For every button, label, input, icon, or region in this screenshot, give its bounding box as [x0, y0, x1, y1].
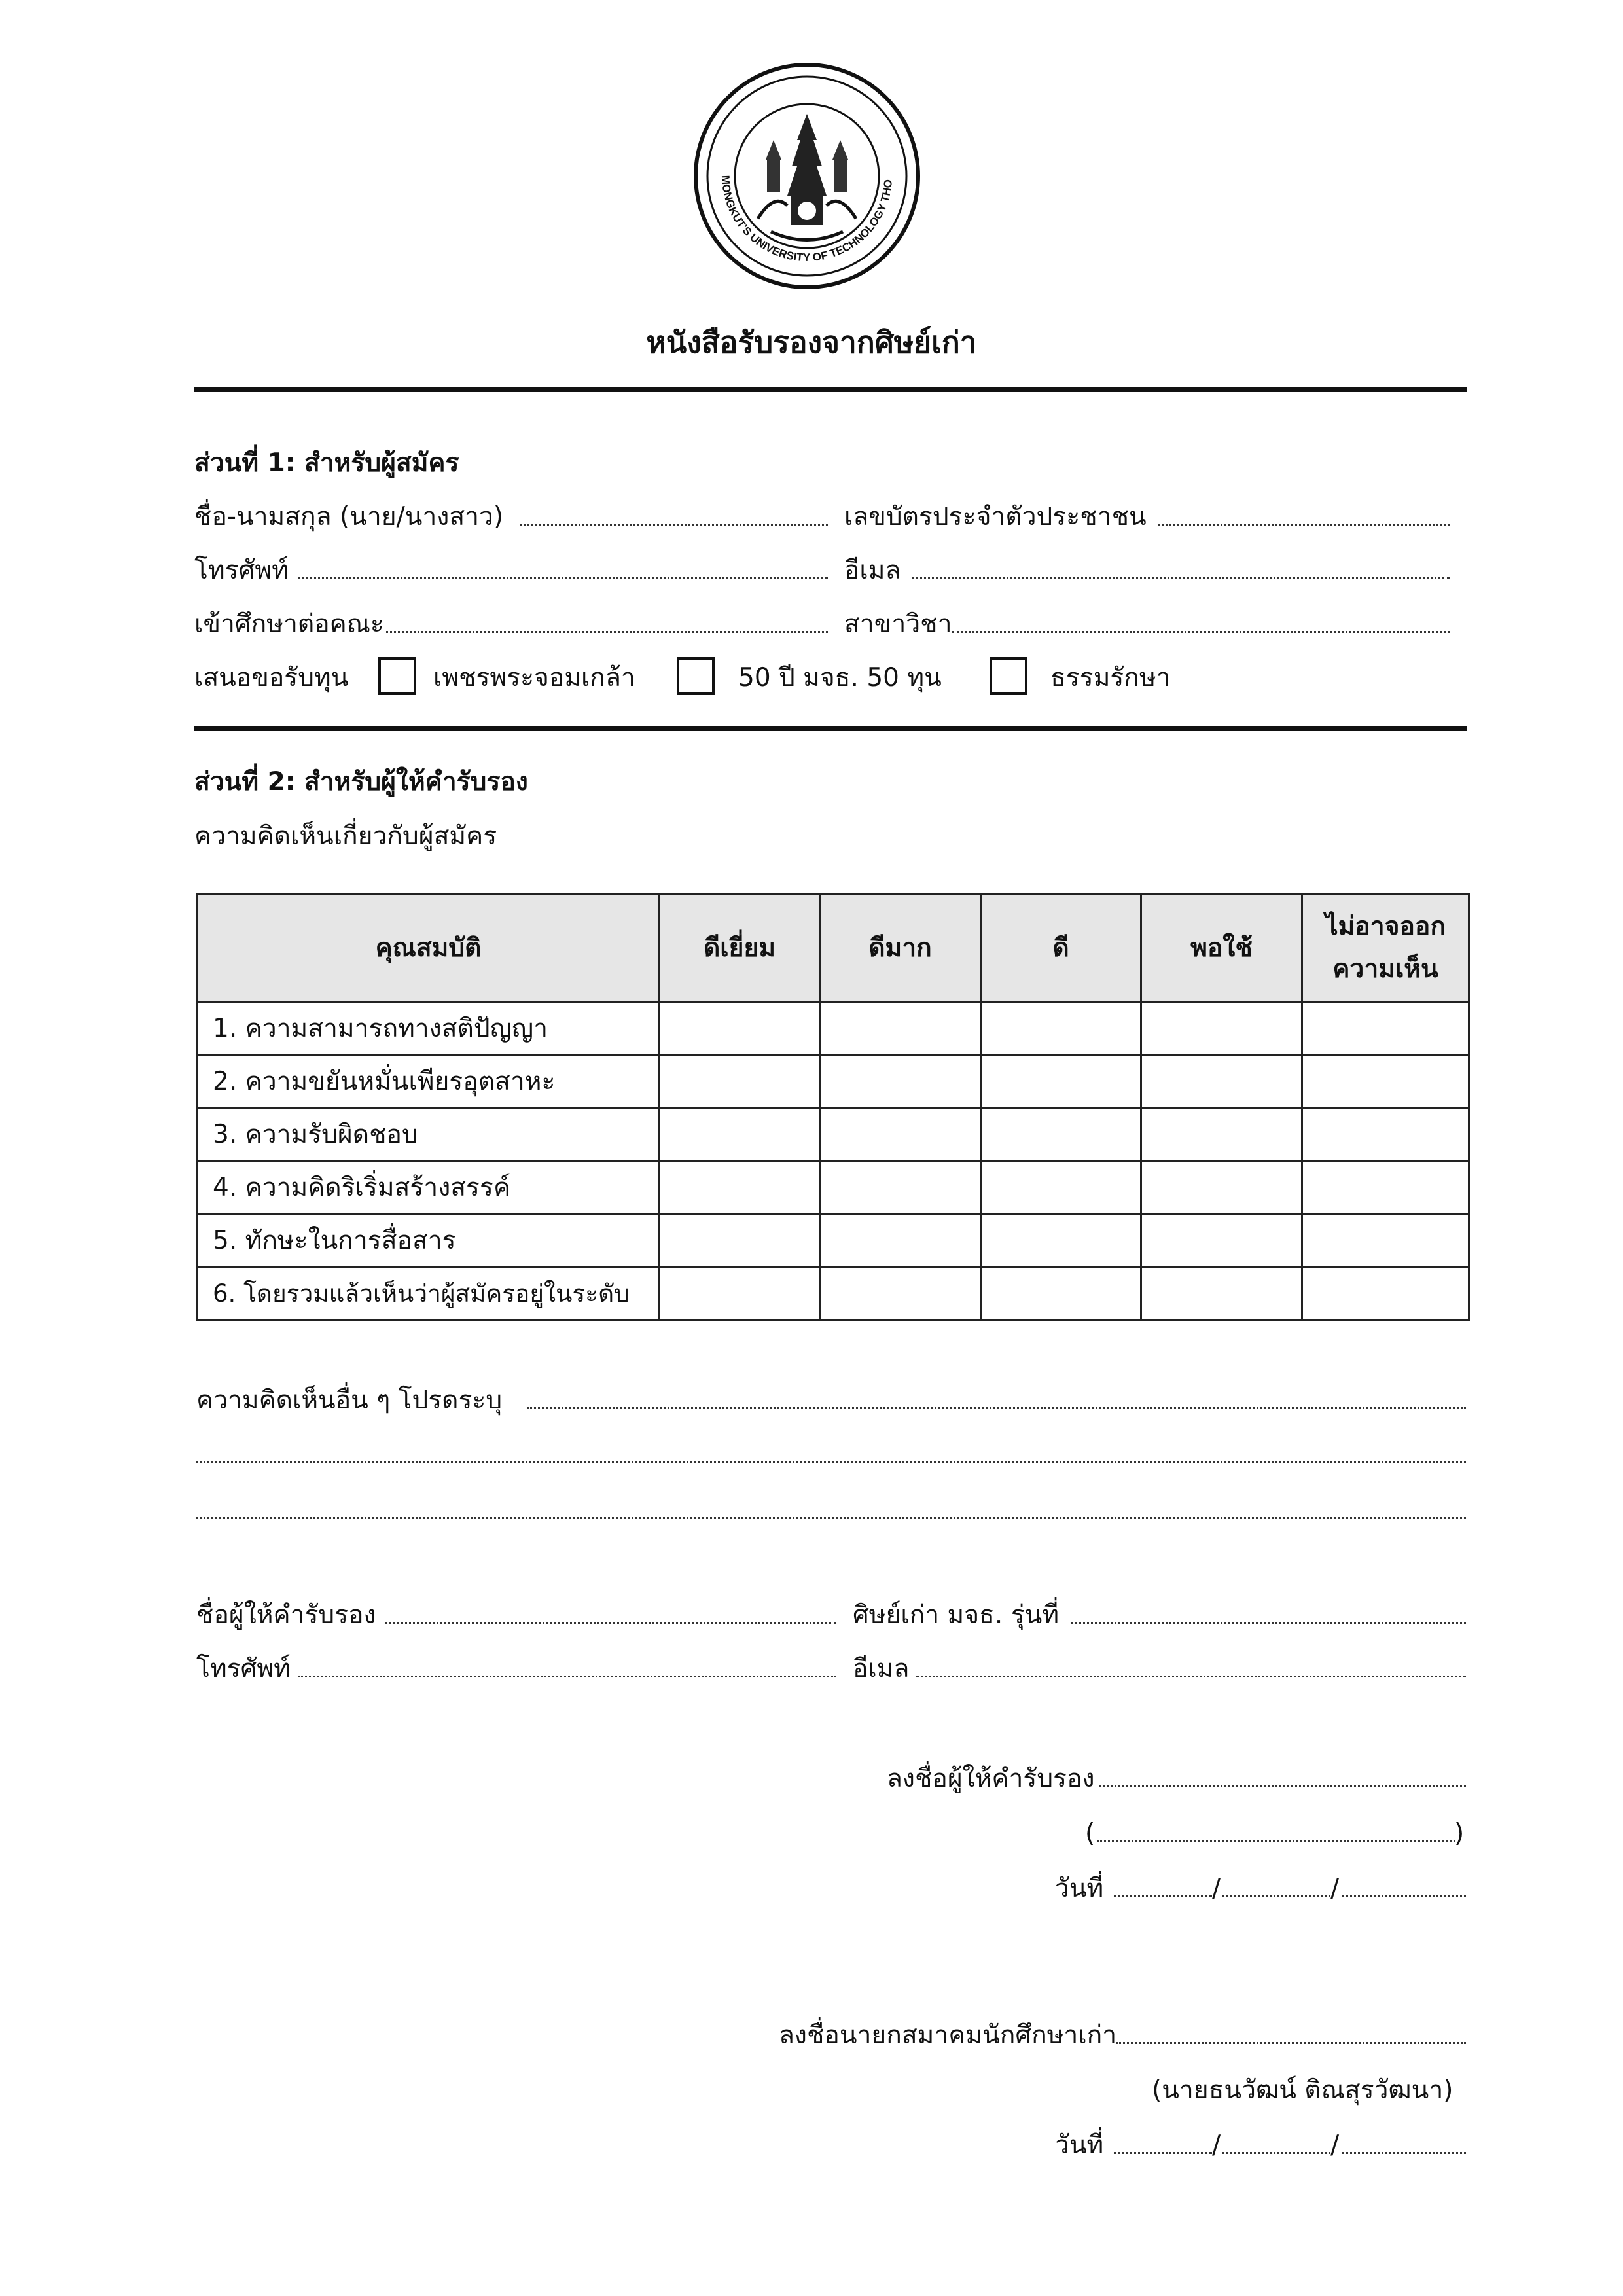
applicant-email-label: อีเมล — [844, 556, 901, 585]
referee-paren-close: ) — [1454, 1819, 1465, 1848]
rating-cell[interactable] — [1141, 1056, 1302, 1109]
other-comments-label: ความคิดเห็นอื่น ๆ โปรดระบุ — [196, 1386, 503, 1415]
criteria-label: 4. ความคิดริเริ่มสร้างสรรค์ — [198, 1162, 660, 1215]
header-criteria: คุณสมบัติ — [198, 895, 660, 1003]
president-sign-label: ลงชื่อนายกสมาคมนักศึกษาเก่า — [779, 2020, 1117, 2050]
table-row — [198, 1056, 1469, 1109]
referee-date-month[interactable] — [1222, 1895, 1330, 1897]
referee-date-label: วันที่ — [1055, 1874, 1104, 1903]
criteria-table — [196, 893, 1470, 1321]
national-id-label: เลขบัตรประจำตัวประชาชน — [844, 502, 1147, 531]
rating-cell[interactable] — [981, 1056, 1141, 1109]
header-excellent: ดีเยี่ยม — [660, 895, 820, 1003]
rating-cell[interactable] — [660, 1268, 820, 1321]
referee-signature-field[interactable] — [1099, 1785, 1466, 1787]
president-date-month[interactable] — [1222, 2152, 1330, 2154]
rating-cell[interactable] — [1302, 1056, 1469, 1109]
rating-cell[interactable] — [820, 1056, 981, 1109]
part2-subheading: ความคิดเห็นเกี่ยวกับผู้สมัคร — [194, 821, 497, 851]
rating-cell[interactable] — [1141, 1003, 1302, 1056]
scholarship-checkbox-3[interactable] — [990, 657, 1027, 695]
rating-cell[interactable] — [820, 1109, 981, 1162]
rating-cell[interactable] — [1302, 1162, 1469, 1215]
referee-sign-label: ลงชื่อผู้ให้คำรับรอง — [887, 1764, 1095, 1793]
major-field[interactable] — [952, 631, 1450, 633]
president-date-day[interactable] — [1114, 2152, 1212, 2154]
rating-cell[interactable] — [820, 1003, 981, 1056]
page-title: หนังสือรับรองจากศิษย์เก่า — [646, 325, 977, 360]
title-divider — [194, 387, 1467, 392]
date-slash: / — [1330, 1874, 1340, 1903]
rating-cell[interactable] — [820, 1268, 981, 1321]
criteria-label: 5. ทักษะในการสื่อสาร — [198, 1215, 660, 1268]
scholarship-checkbox-2[interactable] — [677, 657, 715, 695]
president-date-label: วันที่ — [1055, 2130, 1104, 2160]
rating-cell[interactable] — [660, 1215, 820, 1268]
referee-printed-name-field[interactable] — [1097, 1840, 1455, 1842]
applicant-email-field[interactable] — [912, 577, 1450, 579]
applicant-name-field[interactable] — [520, 524, 828, 526]
part2-heading: ส่วนที่ 2: สำหรับผู้ให้คำรับรอง — [194, 767, 528, 797]
part1-heading: ส่วนที่ 1: สำหรับผู้สมัคร — [194, 448, 459, 478]
referee-name-field[interactable] — [385, 1622, 836, 1624]
date-slash: / — [1212, 1874, 1221, 1903]
date-slash: / — [1212, 2130, 1221, 2160]
header-fair: พอใช้ — [1141, 895, 1302, 1003]
applicant-name-label: ชื่อ-นามสกุล (นาย/นางสาว) — [194, 502, 504, 531]
rating-cell[interactable] — [981, 1162, 1141, 1215]
other-comments-line-3[interactable] — [196, 1517, 1466, 1519]
rating-cell[interactable] — [660, 1109, 820, 1162]
rating-cell[interactable] — [1302, 1109, 1469, 1162]
rating-cell[interactable] — [1141, 1162, 1302, 1215]
applicant-phone-label: โทรศัพท์ — [194, 556, 289, 585]
university-seal — [692, 62, 921, 291]
rating-cell[interactable] — [820, 1215, 981, 1268]
rating-cell[interactable] — [981, 1215, 1141, 1268]
alumni-class-field[interactable] — [1071, 1622, 1466, 1624]
faculty-field[interactable] — [386, 631, 828, 633]
applicant-phone-field[interactable] — [298, 577, 828, 579]
table-row — [198, 1268, 1469, 1321]
seal-text: MONGKUT'S UNIVERSITY OF TECHNOLOGY THO — [719, 175, 895, 264]
rating-cell[interactable] — [1141, 1268, 1302, 1321]
other-comments-line-1[interactable] — [527, 1407, 1466, 1409]
table-row — [198, 1109, 1469, 1162]
header-no-opinion-line2: ความเห็น — [1332, 954, 1438, 984]
referee-date-year[interactable] — [1342, 1895, 1466, 1897]
rating-cell[interactable] — [1302, 1003, 1469, 1056]
header-good: ดี — [981, 895, 1141, 1003]
rating-cell[interactable] — [1141, 1109, 1302, 1162]
national-id-field[interactable] — [1158, 524, 1450, 526]
header-no-opinion-line1: ไม่อาจออก — [1325, 912, 1446, 942]
referee-email-label: อีเมล — [853, 1654, 910, 1683]
table-row — [198, 1215, 1469, 1268]
scholarship-label: เสนอขอรับทุน — [194, 663, 349, 692]
president-signature-field[interactable] — [1116, 2042, 1466, 2044]
rating-cell[interactable] — [981, 1003, 1141, 1056]
referee-email-field[interactable] — [916, 1676, 1466, 1677]
criteria-label: 2. ความขยันหมั่นเพียรอุตสาหะ — [198, 1056, 660, 1109]
faculty-label: เข้าศึกษาต่อคณะ — [194, 609, 384, 639]
other-comments-line-2[interactable] — [196, 1461, 1466, 1463]
header-no-opinion — [1302, 895, 1469, 1003]
rating-cell[interactable] — [660, 1056, 820, 1109]
president-name: (นายธนวัฒน์ ติณสุรวัฒนา) — [1152, 2075, 1454, 2105]
table-header-row — [198, 895, 1469, 1003]
alumni-class-label: ศิษย์เก่า มจธ. รุ่นที่ — [853, 1600, 1060, 1630]
criteria-label: 1. ความสามารถทางสติปัญญา — [198, 1003, 660, 1056]
rating-cell[interactable] — [820, 1162, 981, 1215]
scholarship-option-2: 50 ปี มจธ. 50 ทุน — [738, 663, 942, 692]
president-date-year[interactable] — [1342, 2152, 1466, 2154]
criteria-label: 6. โดยรวมแล้วเห็นว่าผู้สมัครอยู่ในระดับ — [198, 1268, 660, 1321]
date-slash: / — [1330, 2130, 1340, 2160]
major-label: สาขาวิชา — [844, 609, 952, 639]
referee-date-day[interactable] — [1114, 1895, 1212, 1897]
rating-cell[interactable] — [660, 1162, 820, 1215]
referee-name-label: ชื่อผู้ให้คำรับรอง — [196, 1600, 376, 1630]
criteria-label: 3. ความรับผิดชอบ — [198, 1109, 660, 1162]
rating-cell[interactable] — [660, 1003, 820, 1056]
referee-paren-open: ( — [1085, 1819, 1096, 1848]
rating-cell[interactable] — [1302, 1268, 1469, 1321]
header-very-good: ดีมาก — [820, 895, 981, 1003]
scholarship-option-3: ธรรมรักษา — [1050, 663, 1171, 692]
referee-phone-field[interactable] — [298, 1676, 836, 1677]
table-row — [198, 1003, 1469, 1056]
rating-cell[interactable] — [1302, 1215, 1469, 1268]
rating-cell[interactable] — [981, 1268, 1141, 1321]
table-row — [198, 1162, 1469, 1215]
rating-cell[interactable] — [1141, 1215, 1302, 1268]
scholarship-checkbox-1[interactable] — [378, 657, 416, 695]
rating-cell[interactable] — [981, 1109, 1141, 1162]
part1-divider — [194, 726, 1467, 731]
referee-phone-label: โทรศัพท์ — [196, 1654, 291, 1683]
scholarship-option-1: เพชรพระจอมเกล้า — [433, 663, 635, 692]
